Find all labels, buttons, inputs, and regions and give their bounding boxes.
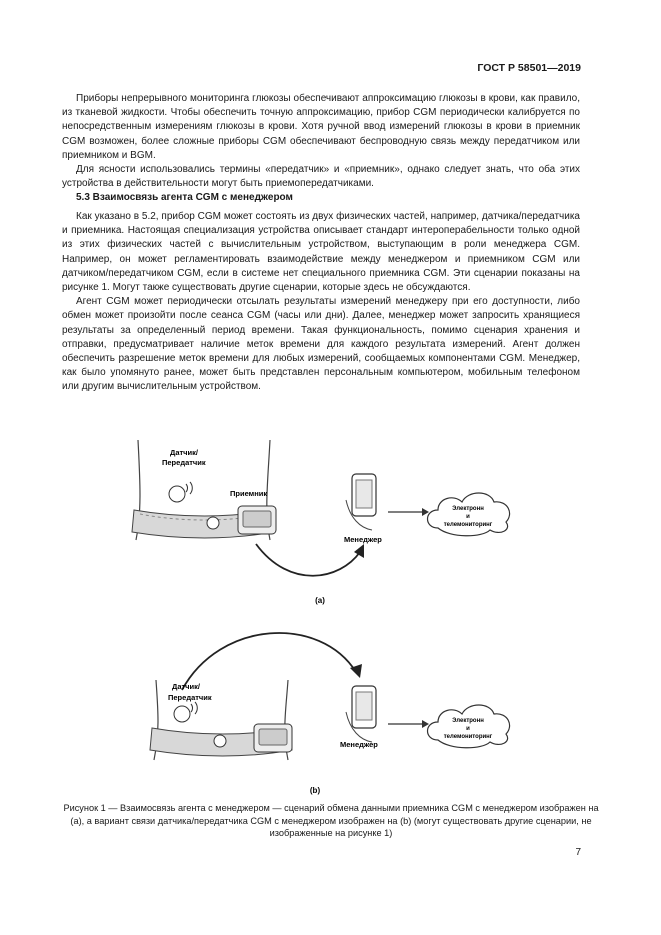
figure-a-illustration [120, 440, 540, 610]
sensor-label: Передатчик [168, 693, 212, 702]
connection-arrow [182, 633, 356, 690]
connection-arrow [256, 544, 360, 576]
cloud-label: Электронн [452, 718, 484, 724]
document-standard-header: ГОСТ Р 58501—2019 [477, 62, 581, 74]
manager-label: Менеджер [340, 740, 378, 749]
cloud-label: телемониторинг [443, 522, 493, 528]
belt-buckle [207, 517, 219, 529]
sensor-label: Передатчик [162, 458, 206, 467]
cloud-label: Электронн [452, 506, 484, 512]
section-text [62, 210, 580, 395]
page-number: 7 [575, 847, 581, 858]
wireless-icon [191, 702, 197, 714]
receiver-label: Приемник [230, 489, 268, 498]
sensor-label: Датчик/ [170, 448, 198, 457]
paragraph: Для ясности использовались термины «передатчик» и «приемник», однако следует знать, что оба этих устройства в действительности могут быть приемопередатчиками. [62, 164, 580, 190]
section-heading: 5.3 Взаимосвязь агента CGM с менеджером [76, 192, 293, 203]
paragraph: Приборы непрерывного мониторинга глюкозы обеспечивают аппроксимацию глюкозы в крови, как правило, из тканевой жидкости. Чтобы обеспечить точную аппроксимацию, прибор CGM периодически калибруется по непосредственным измерениям глюкозы в крови. Хотя ручной ввод измерений глюкозы в крови в приемник CGM возможен, более сложные приборы CGM обеспечивают беспроводную связь между передатчиком или приемником и BGM. [62, 93, 580, 161]
intro-text [62, 92, 580, 191]
figure-panel-a [120, 440, 540, 610]
cloud-label: и [466, 514, 470, 520]
sensor-device [174, 706, 190, 722]
panel-label-a: (a) [315, 596, 325, 605]
belt-buckle [214, 735, 226, 747]
figure-caption: Рисунок 1 — Взаимосвязь агента с менеджером — сценарий обмена данными приемника CGM с менеджером изображен на (a), а вариант связи датчика/передатчика CGM с менеджером изображен на (b) (могут существовать другие сценарии, не изображенные на рисунке 1) [63, 803, 599, 839]
sensor-device [169, 486, 185, 502]
figure-panel-b [120, 620, 540, 800]
paragraph: Как указано в 5.2, прибор CGM может состоять из двух физических частей, например, датчика/передатчика и приемника. Настоящая специализация устройства описывает стандарт интероперабельности только одной из этих физических частей с вычислительным устройством, выступающим в роли менеджера CGM. Например, он может регламентировать взаимодействие между менеджером и приемником CGM или датчиком/передатчиком CGM, если в системе нет специального приемника CGM. Эти сценарии показаны на рисунке 1. Могут также существовать другие сценарии, которые здесь не обсуждаются. [62, 211, 580, 294]
panel-label-b: (b) [309, 786, 321, 795]
wireless-icon [186, 482, 192, 494]
paragraph: Агент CGM может периодически отсылать результаты измерений менеджеру при его доступности, либо обмен может произойти после сеанса CGM (часы или дни). Далее, менеджер может запросить хранящиеся результаты за определенный период времени. Такая функциональность, помимо сценария хранения и отправки, предусматривает наличие меток времени для каждого результата измерений. Агент должен обеспечить разрешение меток времени для любых измерений, сообщаемых компонентами CGM. Менеджер, как было упомянуто ранее, может быть представлен персональным компьютером, мобильным телефоном или другим вычислительным устройством. [62, 296, 580, 393]
manager-label: Менеджер [344, 535, 382, 544]
cloud-label: и [466, 726, 470, 732]
cloud-label: телемониторинг [443, 734, 493, 740]
figure-b-illustration [120, 620, 540, 800]
sensor-label: Датчик/ [172, 682, 200, 691]
